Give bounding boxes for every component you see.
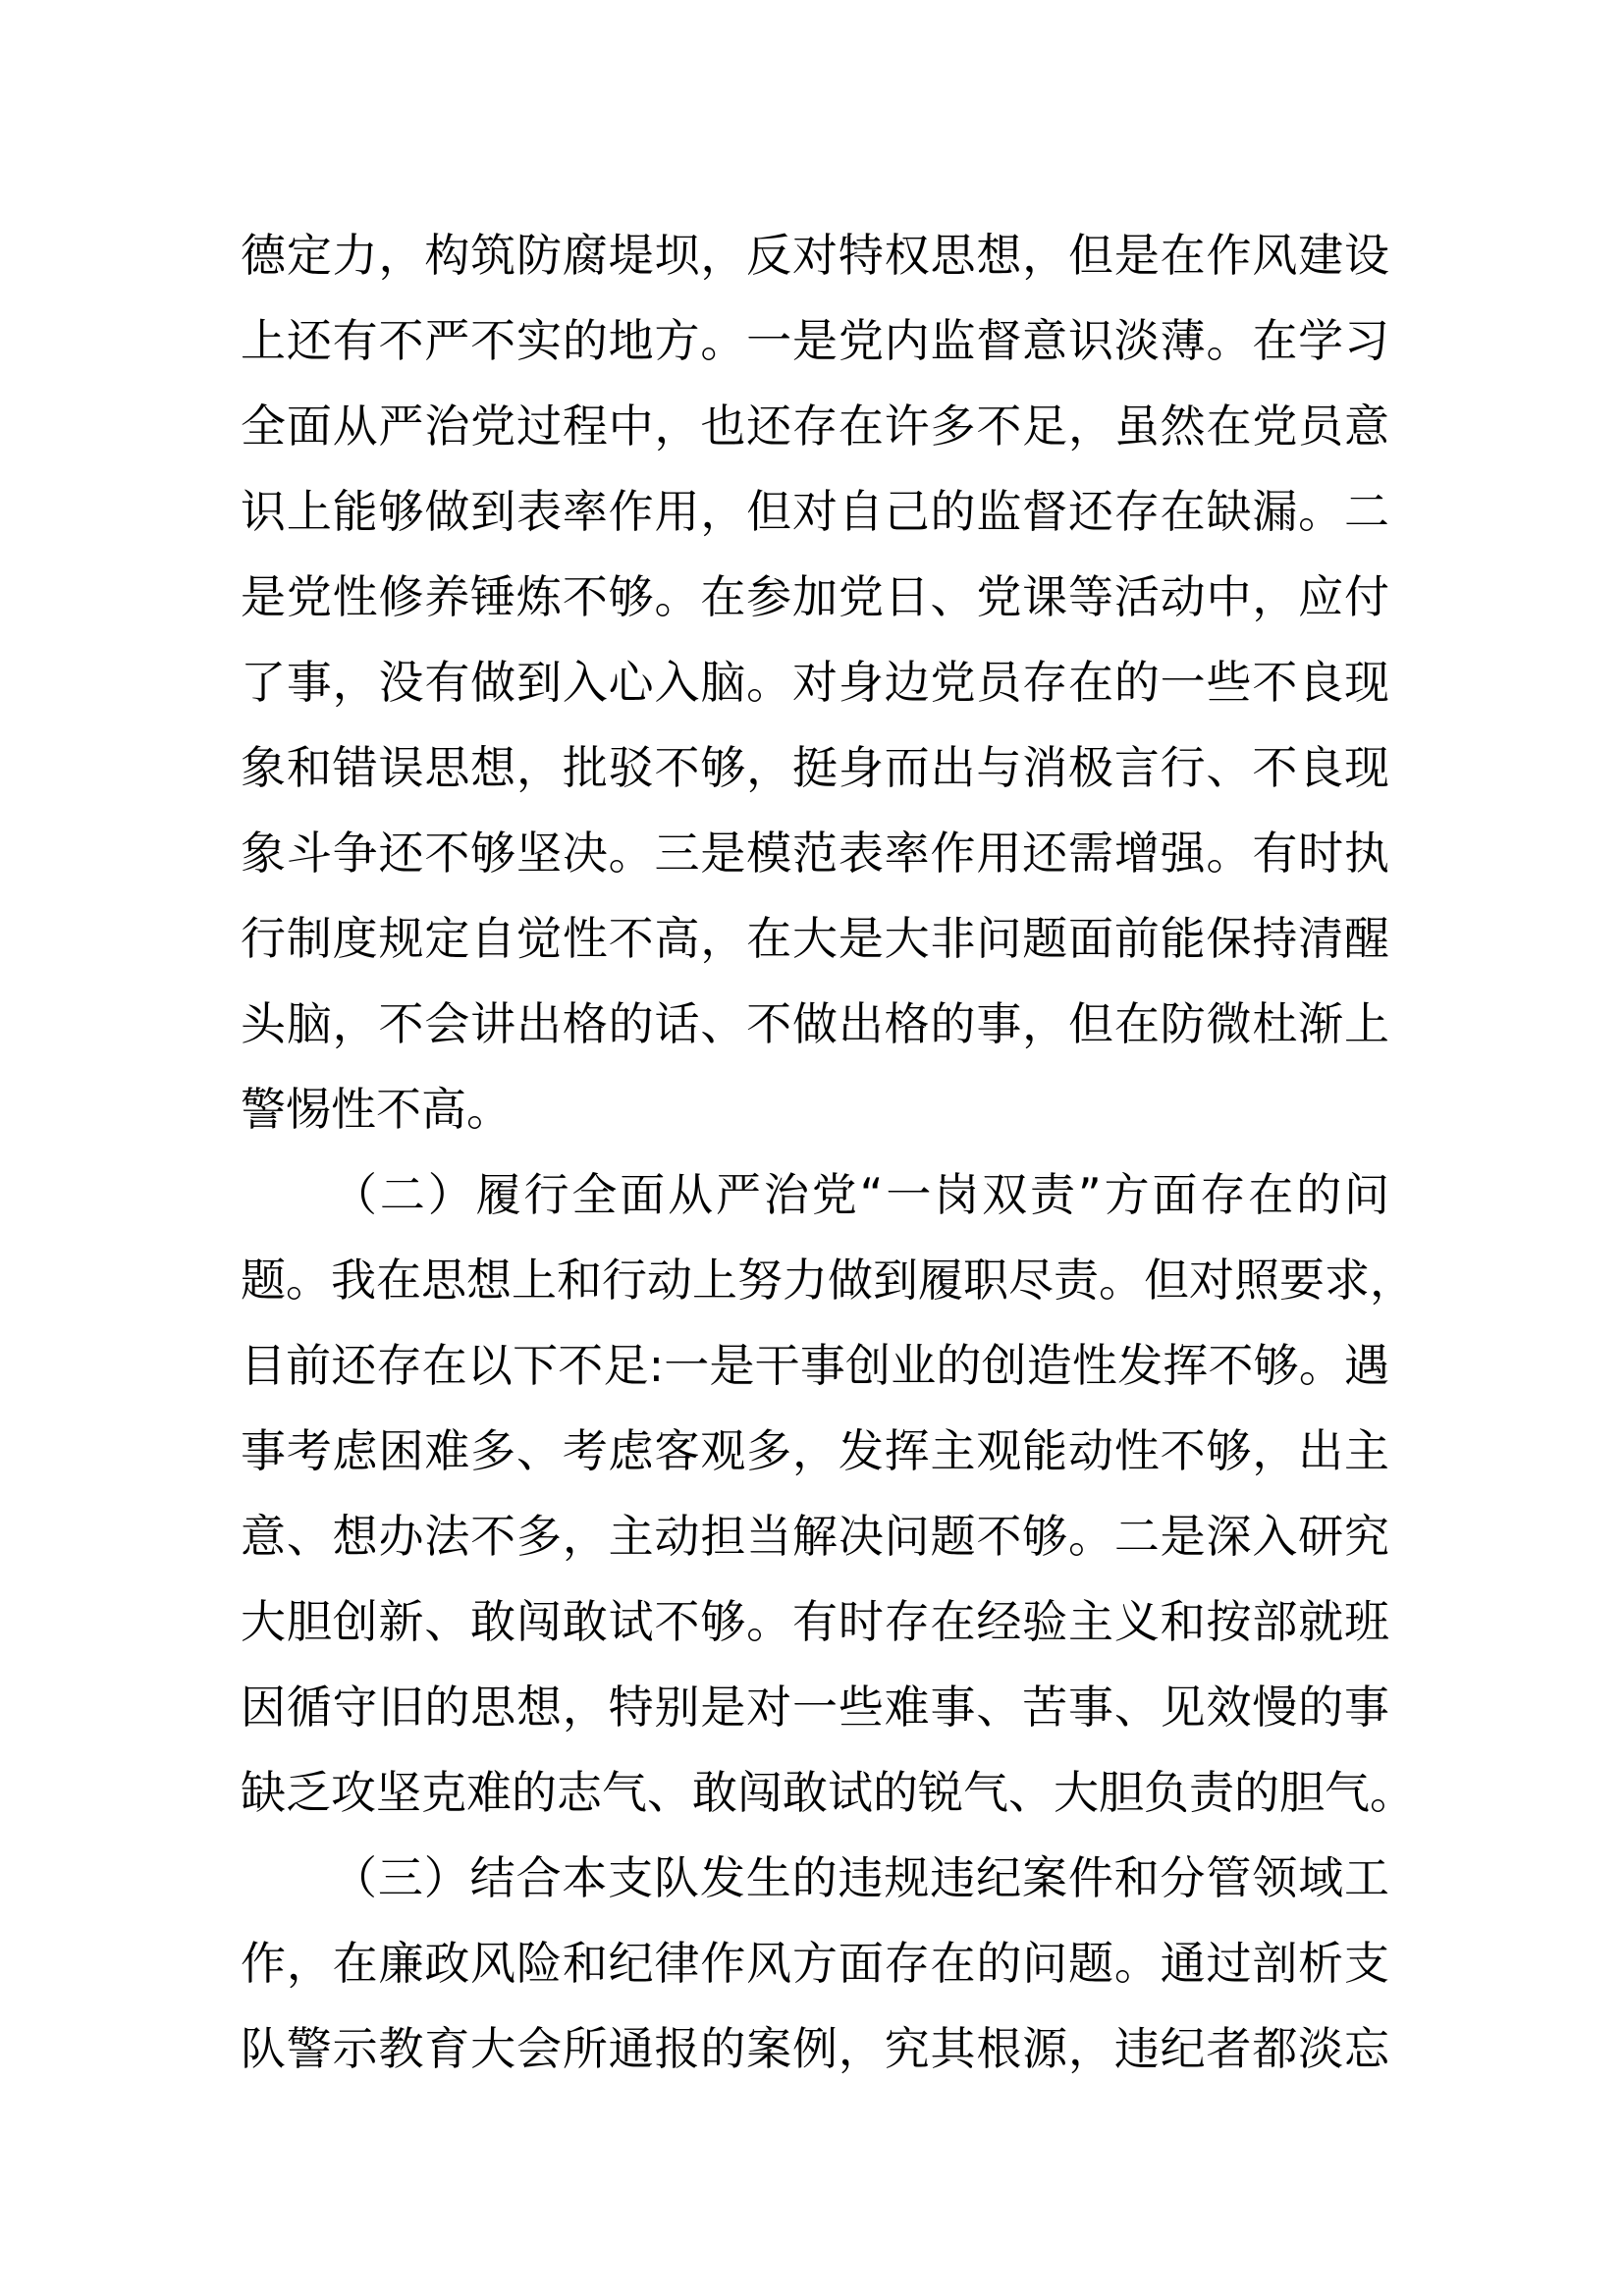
paragraph [241, 1836, 1389, 2092]
text-line: 头脑，不会讲出格的话、不做出格的事，但在防微杜渐上 [241, 997, 1389, 1050]
text-line: 象和错误思想，批驳不够，挺身而出与消极言行、不良现 [241, 741, 1389, 794]
text-line: 队警示教育大会所通报的案例，究其根源，违纪者都淡忘 [241, 2022, 1389, 2075]
paragraph [241, 1152, 1415, 1836]
text-line: 意、想办法不多，主动担当解决问题不够。二是深入研究 [241, 1510, 1389, 1563]
text-line: （三）结合本支队发生的违规违纪案件和分管领域工 [332, 1851, 1389, 1904]
text-line: 题。我在思想上和行动上努力做到履职尽责。但对照要求， [241, 1254, 1415, 1307]
text-line: 德定力，构筑防腐堤坝，反对特权思想，但是在作风建设 [241, 229, 1389, 282]
text-line: 作，在廉政风险和纪律作风方面存在的问题。通过剖析支 [241, 1937, 1389, 1990]
text-line: 了事，没有做到入心入脑。对身边党员存在的一些不良现 [241, 656, 1389, 709]
paragraph [241, 213, 1389, 1152]
text-line: 事考虑困难多、考虑客观多，发挥主观能动性不够，出主 [241, 1424, 1389, 1477]
text-line: 大胆创新、敢闯敢试不够。有时存在经验主义和按部就班 [241, 1595, 1389, 1648]
text-line: （二）履行全面从严治党“一岗双责”方面存在的问 [332, 1168, 1389, 1221]
text-line: 是党性修养锤炼不够。在参加党日、党课等活动中，应付 [241, 570, 1389, 623]
document-page [241, 213, 1415, 2092]
text-line: 识上能够做到表率作用，但对自己的监督还存在缺漏。二 [241, 485, 1389, 538]
text-line: 警惕性不高。 [241, 1083, 512, 1136]
text-line: 象斗争还不够坚决。三是模范表率作用还需增强。有时执 [241, 827, 1389, 880]
text-line: 行制度规定自觉性不高，在大是大非问题面前能保持清醒 [241, 912, 1389, 965]
text-line: 全面从严治党过程中，也还存在许多不足，虽然在党员意 [241, 400, 1389, 453]
text-line: 上还有不严不实的地方。一是党内监督意识淡薄。在学习 [241, 314, 1389, 367]
text-line: 因循守旧的思想，特别是对一些难事、苦事、见效慢的事 [241, 1681, 1389, 1734]
text-line: 目前还存在以下不足:一是干事创业的创造性发挥不够。遇 [241, 1339, 1389, 1392]
text-line: 缺乏攻坚克难的志气、敢闯敢试的锐气、大胆负责的胆气。 [241, 1766, 1415, 1819]
